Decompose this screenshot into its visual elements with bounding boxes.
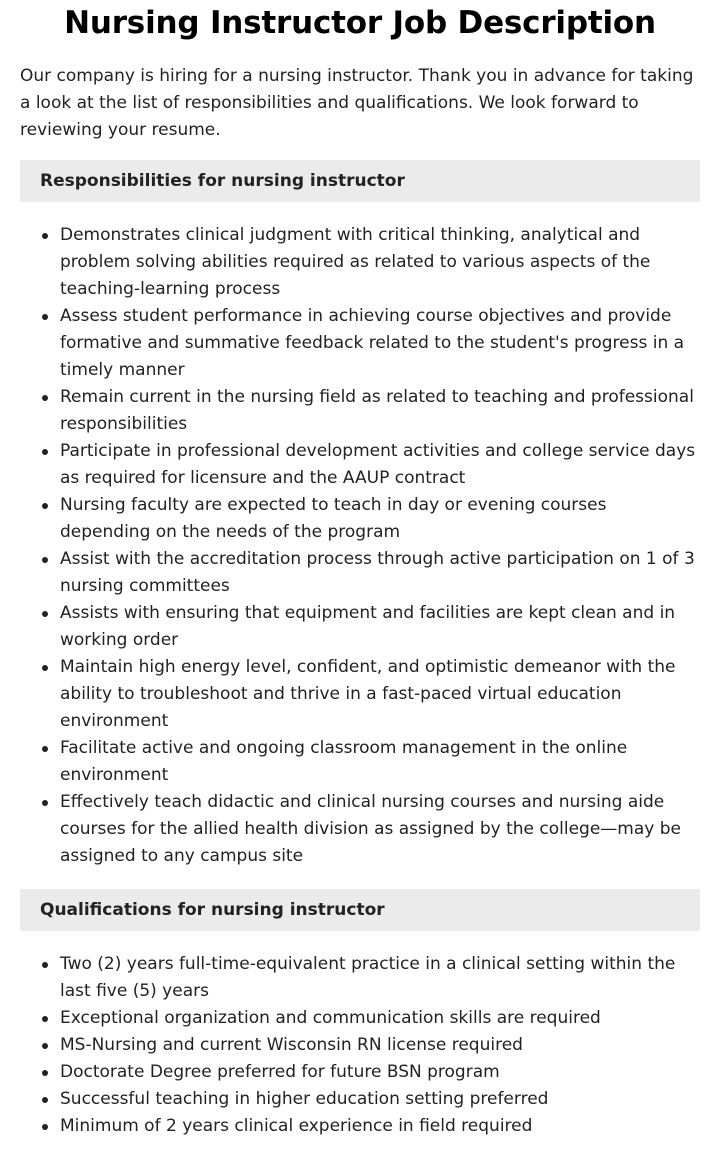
qualification-text: Doctorate Degree preferred for future BSN program xyxy=(60,1062,500,1082)
bullet-icon xyxy=(42,1043,48,1049)
qualification-item xyxy=(60,1113,700,1140)
bullet-icon xyxy=(42,557,48,563)
responsibility-text: Assist with the accreditation process through active participation on 1 of 3 nursing committees xyxy=(60,549,695,596)
qualification-item xyxy=(60,951,700,1005)
responsibility-item xyxy=(60,654,700,735)
qualification-item xyxy=(60,1086,700,1113)
responsibility-item xyxy=(60,735,700,789)
bullet-icon xyxy=(42,611,48,617)
bullet-icon xyxy=(42,1097,48,1103)
bullet-icon xyxy=(42,800,48,806)
bullet-icon xyxy=(42,962,48,968)
qualification-text: Two (2) years full-time-equivalent practice in a clinical setting within the last five (5) years xyxy=(60,954,676,1001)
qualification-text: MS-Nursing and current Wisconsin RN license required xyxy=(60,1035,523,1055)
responsibilities-heading: Responsibilities for nursing instructor xyxy=(20,160,700,202)
responsibility-text: Assess student performance in achieving course objectives and provide formative and summative feedback related to the student's progress in a timely manner xyxy=(60,306,685,380)
qualification-text: Exceptional organization and communication skills are required xyxy=(60,1008,601,1028)
responsibility-text: Maintain high energy level, confident, and optimistic demeanor with the ability to troubleshoot and thrive in a fast-paced virtual education environment xyxy=(60,657,676,731)
responsibility-text: Assists with ensuring that equipment and facilities are kept clean and in working order xyxy=(60,603,676,650)
responsibility-item xyxy=(60,303,700,384)
bullet-icon xyxy=(42,503,48,509)
qualifications-heading: Qualifications for nursing instructor xyxy=(20,889,700,931)
intro-paragraph: Our company is hiring for a nursing instructor. Thank you in advance for taking a look at the list of responsibilities and qualifications. We look forward to reviewing your resume. xyxy=(20,66,694,140)
qualifications-list xyxy=(20,951,700,1140)
responsibility-text: Participate in professional development activities and college service days as required for licensure and the AAUP contract xyxy=(60,441,696,488)
bullet-icon xyxy=(42,314,48,320)
bullet-icon xyxy=(42,665,48,671)
responsibility-item xyxy=(60,222,700,303)
responsibility-item xyxy=(60,600,700,654)
qualification-item xyxy=(60,1059,700,1086)
responsibility-item xyxy=(60,492,700,546)
bullet-icon xyxy=(42,233,48,239)
bullet-icon xyxy=(42,1124,48,1130)
responsibility-text: Remain current in the nursing field as related to teaching and professional responsibilities xyxy=(60,387,694,434)
responsibility-text: Nursing faculty are expected to teach in day or evening courses depending on the needs of the program xyxy=(60,495,607,542)
bullet-icon xyxy=(42,746,48,752)
responsibility-text: Effectively teach didactic and clinical nursing courses and nursing aide courses for the allied health division as assigned by the college—may be assigned to any campus site xyxy=(60,792,681,866)
bullet-icon xyxy=(42,449,48,455)
responsibility-item xyxy=(60,789,700,870)
bullet-icon xyxy=(42,1070,48,1076)
page-title: Nursing Instructor Job Description xyxy=(64,5,656,41)
responsibility-item xyxy=(60,384,700,438)
responsibility-text: Demonstrates clinical judgment with critical thinking, analytical and problem solving abilities required as related to various aspects of the teaching-learning process xyxy=(60,225,651,299)
qualification-text: Minimum of 2 years clinical experience in field required xyxy=(60,1116,533,1136)
qualification-item xyxy=(60,1005,700,1032)
responsibility-item xyxy=(60,438,700,492)
qualification-text: Successful teaching in higher education setting preferred xyxy=(60,1089,549,1109)
responsibilities-list xyxy=(20,222,700,870)
bullet-icon xyxy=(42,1016,48,1022)
bullet-icon xyxy=(42,395,48,401)
responsibility-item xyxy=(60,546,700,600)
qualification-item xyxy=(60,1032,700,1059)
responsibility-text: Facilitate active and ongoing classroom management in the online environment xyxy=(60,738,628,785)
